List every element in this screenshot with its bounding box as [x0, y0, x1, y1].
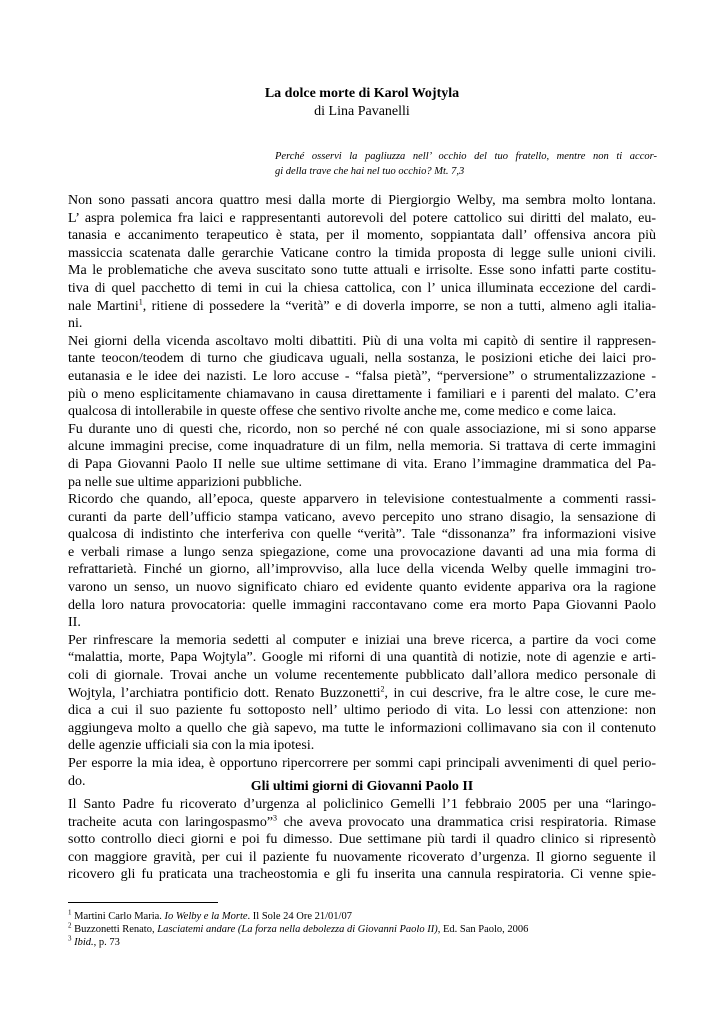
- body-line: e verbali rimase a lungo senza spiegazione, come una provocazione davanti ad una mia forma di: [68, 544, 656, 560]
- body-text-part: nale Martini: [68, 298, 139, 314]
- body-line: varono un senso, un nuovo significato chiaro ed evidente quanto evidente appariva ora la ragione: [68, 580, 656, 596]
- footnotes: [68, 910, 668, 949]
- epigraph-line: gi della trave che hai nel tuo occhio? Mt. 7,3: [275, 166, 465, 177]
- footnote-ref: 1: [138, 296, 143, 306]
- body-line: eutanasia e le idee dei nazisti. Le loro accuse - “falsa pietà”, “perversione” o strumentalizzazione -: [68, 368, 656, 384]
- body-line: tiva di quel pacchetto di temi in cui la chiesa cattolica, con l’ unica illuminata eccezione del cardi-: [68, 280, 656, 296]
- footnote-work-title: Io Welby e la Morte: [164, 911, 248, 922]
- epigraph-line: Perché osservi la pagliuzza nell’ occhio del tuo fratello, mentre non ti accor-: [275, 151, 657, 162]
- body-line: con maggiore gravità, per cui il paziente fu nuovamente ricoverato d’urgenza. Il giorno seguente il: [68, 849, 656, 865]
- body-line: Fu durante uno di questi che, ricordo, non so perché né con quale associazione, mi si sono apparse: [68, 421, 656, 437]
- body-line: della loro natura provocatoria: quelle immagini raccontavano come era morto Papa Giovanni Paolo: [68, 597, 656, 613]
- body-line-with-footnote: [68, 814, 656, 832]
- body-line: II.: [68, 615, 81, 631]
- body-line: Per rinfrescare la memoria sedetti al computer e iniziai una breve ricerca, a partire da voci come: [68, 632, 656, 648]
- body-line: Ricordo che quando, all’epoca, queste apparvero in televisione contestualmente a commenti rassi-: [68, 492, 656, 508]
- section-body-text: [68, 796, 656, 884]
- footnote-separator: [68, 902, 218, 903]
- body-line: refrattarietà. Finché un giorno, all’improvviso, alla luce della vicenda Welby quelle immagini tro-: [68, 562, 656, 578]
- body-line: curanti da parte dell’ufficio stampa vaticano, avevo percepito uno strano disagio, la sensazione di: [68, 509, 656, 525]
- body-line: Per esporre la mia idea, è opportuno ripercorrere per sommi capi principali avvenimenti di quel perio-: [68, 756, 656, 771]
- body-line: massiccia scatenata dalle gerarchie Vaticane contro la timida proposta di legge sulle unioni civili.: [68, 245, 656, 261]
- body-line: Non sono passati ancora quattro mesi dalla morte di Piergiorgio Welby, ma sembra molto lontana.: [68, 193, 656, 208]
- footnote-1: [68, 910, 668, 923]
- footnote-text: Martini Carlo Maria.: [74, 911, 165, 922]
- footnote-number: 2: [68, 921, 72, 930]
- body-line: più o meno esplicitamente chiamavano in causa direttamente i familiari e i parenti del malato. C’era: [68, 386, 656, 402]
- footnote-2: [68, 923, 668, 936]
- body-line: sotto controllo dieci giorni e poi fu dimesso. Due settimane più tardi il quadro clinico si ripresentò: [68, 832, 656, 848]
- body-line-with-footnote: [68, 298, 656, 316]
- body-line: dica a cui il suo paziente fu sottoposto nell’ ultimo periodo di vita. Lo lessi con attenzione: non: [68, 703, 656, 719]
- footnote-ref: 3: [273, 812, 278, 822]
- body-line: “malattia, morte, Papa Wojtyla”. Google mi riforni di una quantità di notizie, note di agenzie e arti-: [68, 650, 656, 666]
- body-line: coli di giornale. Trovai anche un volume recentemente pubblicato dall’allora medico personale di: [68, 668, 656, 684]
- body-line: alcune immagini precise, come inquadrature di un film, nella memoria. Si trattava di certe immagini: [68, 439, 656, 455]
- footnote-work-title: Ibid.: [74, 937, 94, 948]
- body-line: Ma le problematiche che aveva suscitato sono tutte attuali e irrisolte. Esse sono infatti parte costitu-: [68, 263, 656, 279]
- body-text-part: che aveva provocato una drammatica crisi respiratoria. Rimase: [277, 814, 656, 830]
- footnote-ref: 2: [380, 683, 385, 693]
- body-line: ricovero gli fu praticata una tracheostomia e gli fu inserita una cannula respiratoria. Ci venne spie-: [68, 867, 656, 883]
- footnote-work-title: Lasciatemi andare (La forza nella debolezza di Giovanni Paolo II): [157, 924, 438, 935]
- body-line: pa nelle sue ultime apparizioni pubbliche.: [68, 474, 303, 490]
- footnote-text: . Il Sole 24 Ore 21/01/07: [247, 911, 352, 922]
- body-line: aggiungeva molto a quello che già sapevo, ma tutte le informazioni collimavano sia con il contenuto: [68, 720, 656, 736]
- footnote-text: , Ed. San Paolo, 2006: [437, 924, 529, 935]
- footnote-text: , p. 73: [93, 937, 120, 948]
- body-text: [68, 192, 656, 790]
- body-line: Il Santo Padre fu ricoverato d’urgenza al policlinico Gemelli l’1 febbraio 2005 per una “laringo-: [68, 797, 656, 812]
- body-line: do.: [68, 773, 86, 789]
- body-line: qualcosa di intollerabile in queste offese che sentivo rivolte anche me, come medico e come laica.: [68, 404, 617, 420]
- body-line: L’ aspra polemica fra laici e rappresentanti autorevoli del potere cattolico sui diritti del malato, eu-: [68, 210, 656, 226]
- body-line: qualcosa di indistinto che interferiva con quelle “verità”. Tale “dissonanza” fra informazioni visive: [68, 527, 656, 543]
- body-line: delle agenzie ufficiali sia con la mia ipotesi.: [68, 738, 315, 754]
- body-line: tanasia e accanimento terapeutico è stata, per il momento, soppiantata dall’ offensiva ancora più: [68, 228, 656, 244]
- footnote-3: [68, 936, 668, 949]
- footnote-text: Buzzonetti Renato,: [74, 924, 158, 935]
- body-text-part: tracheite acuta con laringospasmo”: [68, 814, 274, 830]
- body-text-part: , ritiene di possedere la “verità” e di doverla imporre, se non a tutti, almeno agli italia-: [142, 298, 657, 314]
- body-line: Nei giorni della vicenda ascoltavo molti dibattiti. Più di una volta mi capitò di sentire il rappresen-: [68, 333, 656, 349]
- document-title: La dolce morte di Karol Wojtyla: [264, 86, 460, 101]
- epigraph: [275, 149, 657, 179]
- document-author: di Lina Pavanelli: [314, 104, 410, 119]
- body-line: di Papa Giovanni Paolo II nelle sue ultime settimane di vita. Erano l’immagine drammatica del Pa-: [68, 456, 656, 472]
- body-text-part: , in cui descrive, fra le altre cose, le cure me-: [384, 685, 656, 701]
- footnote-number: 3: [68, 934, 72, 943]
- body-line-with-footnote: [68, 685, 656, 703]
- section-heading: Gli ultimi giorni di Giovanni Paolo II: [250, 779, 474, 794]
- body-text-part: Wojtyla, l’archiatra pontificio dott. Renato Buzzonetti: [68, 685, 381, 701]
- body-line: tante teocon/teodem di turno che giudicava uguali, nella sostanza, le posizioni etiche dei laici pro-: [68, 351, 656, 367]
- body-line: ni.: [68, 316, 83, 332]
- footnote-number: 1: [68, 908, 72, 917]
